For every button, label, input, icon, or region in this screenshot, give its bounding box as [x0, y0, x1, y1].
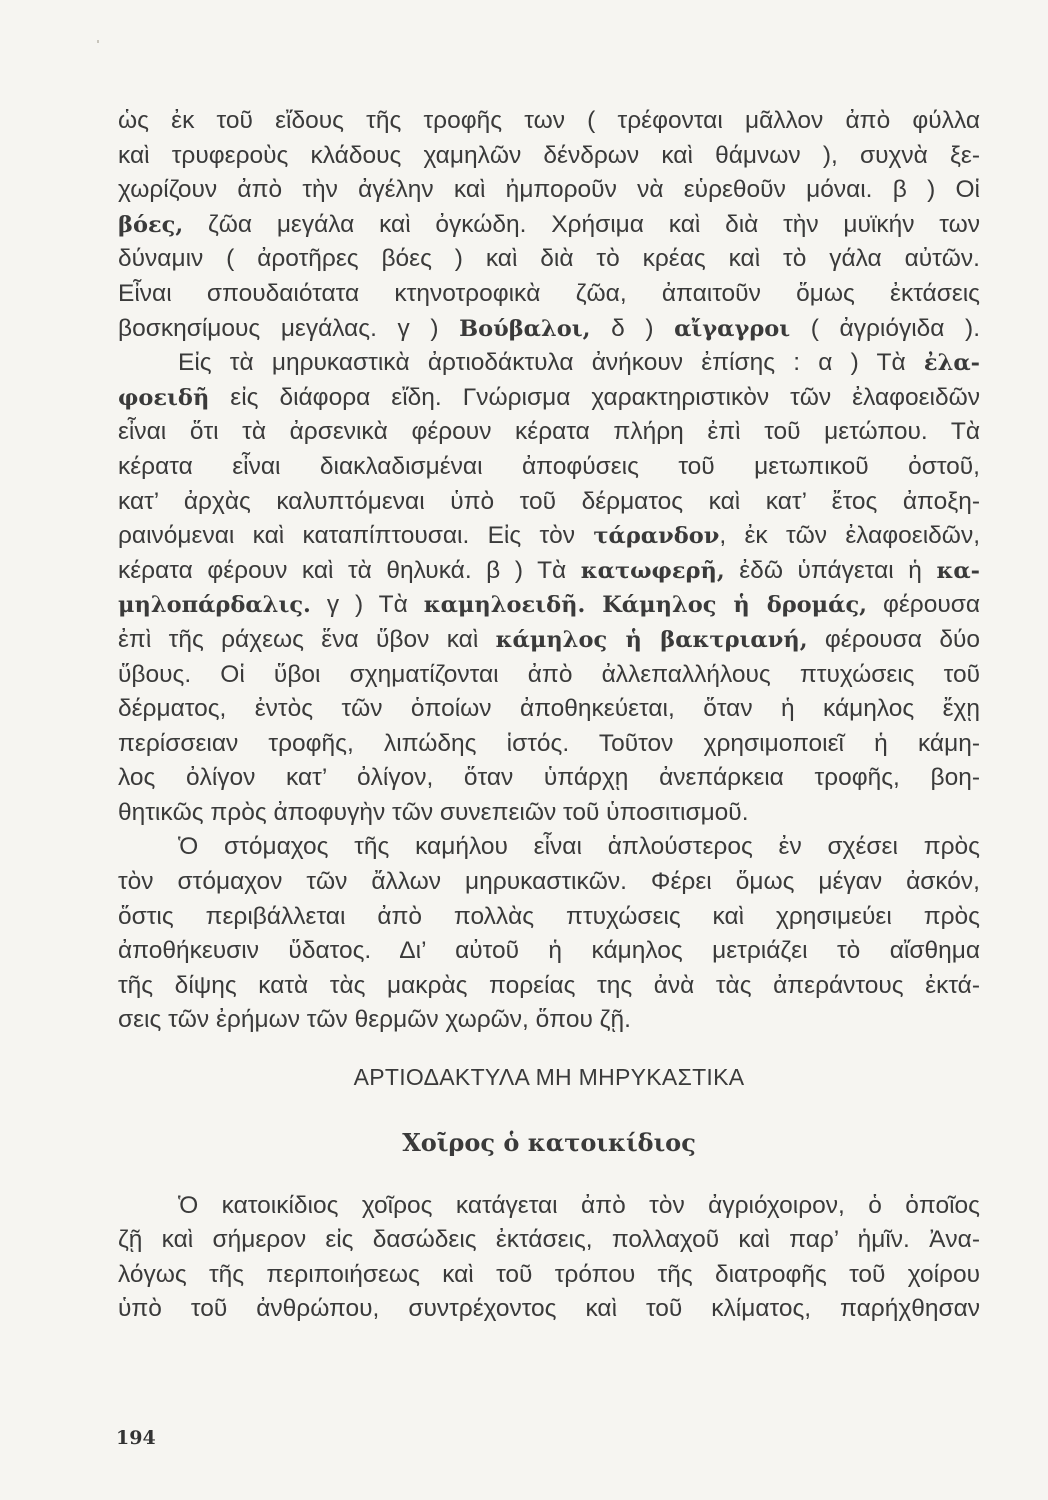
bold-term: κατωφερῆ, [580, 557, 725, 584]
text-line [118, 1223, 980, 1258]
text-line [118, 1189, 980, 1224]
text-line [118, 346, 980, 381]
text-line [118, 796, 980, 831]
text-line [118, 519, 980, 554]
text-run: χωρίζουν ἀπὸ τὴν ἀγέλην καὶ ἠμποροῦν νὰ εὑρεθοῦν μόναι. β ) Οἱ [118, 176, 980, 204]
text-line [118, 934, 980, 969]
bold-term: καμηλοειδῆ. Κάμηλος ἡ δρομάς, [423, 592, 868, 619]
text-run: ὅστις περιβάλλεται ἀπὸ πολλὰς πτυχώσεις καὶ χρησιμεύει πρὸς [118, 902, 980, 930]
spacer [118, 1095, 980, 1123]
text-line [118, 485, 980, 520]
bold-term: ἐλα- [923, 350, 980, 377]
text-line [118, 1292, 980, 1327]
text-run: δύναμιν ( ἀροτῆρες βόες ) καὶ διὰ τὸ κρέας καὶ τὸ γάλα αὐτῶν. [118, 245, 980, 273]
text-line [118, 969, 980, 1004]
page-number: 194 [116, 1427, 156, 1449]
text-run: Ὁ στόμαχος τῆς καμήλου εἶναι ἁπλούστερος ἐν σχέσει πρὸς [178, 833, 980, 861]
text-run: λόγως τῆς περιποιήσεως καὶ τοῦ τρόπου τῆς διατροφῆς τοῦ χοίρου [118, 1260, 980, 1288]
text-run: κατ’ ἀρχὰς καλυπτόμεναι ὑπὸ τοῦ δέρματος καὶ κατ’ ἔτος ἀποξη- [118, 487, 980, 515]
text-run: ζῇ καὶ σήμερον εἰς δασώδεις ἐκτάσεις, πολλαχοῦ καὶ παρ’ ἡμῖν. Ἀνα- [118, 1226, 980, 1254]
text-line [118, 588, 980, 623]
text-line [118, 381, 980, 416]
bold-term: αἴγαγροι [674, 315, 791, 342]
text-run: κέρατα εἶναι διακλαδισμέναι ἀποφύσεις τοῦ μετωπικοῦ ὀστοῦ, [118, 452, 980, 480]
text-line [118, 658, 980, 693]
bold-term: Βούβαλοι, [459, 315, 591, 342]
text-run: σεις τῶν ἐρήμων τῶν θερμῶν χωρῶν, ὅπου ζῇ. [118, 1006, 631, 1034]
text-run: ἐπὶ τῆς ράχεως ἕνα ὕβον καὶ [118, 625, 496, 653]
text-run: καὶ τρυφεροὺς κλάδους χαμηλῶν δένδρων καὶ θάμνων ), συχνὰ ξε- [118, 141, 980, 169]
section-caption: ΑΡΤΙΟΔΑΚΤΥΛΑ ΜΗ ΜΗΡΥΚΑΣΤΙΚΑ [353, 1064, 745, 1091]
text-line [118, 1258, 980, 1293]
text-run: τῆς δίψης κατὰ τὰς μακρὰς πορείας της ἀνὰ τὰς ἀπεράντους ἐκτά- [118, 971, 980, 999]
text-run: ὑπὸ τοῦ ἀνθρώπου, συντρέχοντος καὶ τοῦ κλίματος, παρήχθησαν [118, 1295, 980, 1323]
text-run: περίσσειαν τροφῆς, λιπώδης ἱστός. Τοῦτον χρησιμοποιεῖ ἡ κάμη- [118, 729, 980, 757]
text-run: Ὁ κατοικίδιος χοῖρος κατάγεται ἀπὸ τὸν ἀγριόχοιρον, ὁ ὁποῖος [178, 1191, 980, 1219]
text-run: ἀποθήκευσιν ὕδατος. Δι’ αὐτοῦ ἡ κάμηλος μετριάζει τὸ αἴσθημα [118, 937, 980, 965]
text-line [118, 900, 980, 935]
text-line [118, 173, 980, 208]
text-run: δ ) [590, 314, 675, 342]
text-line [118, 139, 980, 174]
bold-term: φοειδῆ [118, 384, 210, 411]
section-heading: Χοῖρος ὁ κατοικίδιος [402, 1127, 696, 1157]
text-line [118, 830, 980, 865]
bold-term: τάρανδον [593, 523, 720, 550]
spacer [118, 1038, 980, 1060]
text-run: Εἶναι σπουδαιότατα κτηνοτροφικὰ ζῶα, ἀπαιτοῦν ὅμως ἐκτάσεις [118, 279, 980, 307]
text-line [118, 727, 980, 762]
bold-term: βόες, [118, 211, 184, 238]
text-line [118, 312, 980, 347]
text-run: ὕβους. Οἱ ὕβοι σχηματίζονται ἀπὸ ἀλλεπαλλήλους πτυχώσεις τοῦ [118, 660, 980, 688]
bold-term: κα- [936, 557, 980, 584]
text-run: θητικῶς πρὸς ἀποφυγὴν τῶν συνεπειῶν τοῦ ὑποσιτισμοῦ. [118, 798, 749, 826]
text-run: ραινόμεναι καὶ καταπίπτουσαι. Εἰς τὸν [118, 522, 594, 550]
body-text [118, 104, 980, 1327]
text-run: ζῶα μεγάλα καὶ ὀγκώδη. Χρήσιμα καὶ διὰ τὴν μυϊκήν των [183, 210, 980, 238]
paragraph-pig [118, 1189, 980, 1327]
text-run: γ ) Τὰ [310, 591, 424, 619]
text-run: τὸν στόμαχον τῶν ἄλλων μηρυκαστικῶν. Φέρει ὅμως μέγαν ἀσκόν, [118, 868, 980, 896]
text-run: ( ἀγριόγιδα ). [790, 314, 980, 342]
text-run: κέρατα φέρουν καὶ τὰ θηλυκά. β ) Τὰ [118, 556, 581, 584]
text-line [118, 242, 980, 277]
text-run: φέρουσα [867, 591, 980, 619]
text-run: ἐδῶ ὑπάγεται ἡ [724, 556, 937, 584]
text-run: εἶναι ὅτι τὰ ἀρσενικὰ φέρουν κέρατα πλήρη ἐπὶ τοῦ μετώπου. Τὰ [118, 418, 980, 446]
text-line [118, 554, 980, 589]
text-line [118, 623, 980, 658]
text-run: λος ὀλίγον κατ’ ὀλίγον, ὅταν ὑπάρχῃ ἀνεπάρκεια τροφῆς, βοη- [118, 764, 980, 792]
text-line [118, 208, 980, 243]
text-run: εἰς διάφορα εἴδη. Γνώρισμα χαρακτηριστικὸν τῶν ἐλαφοειδῶν [209, 383, 980, 411]
bold-term: κάμηλος ἡ βακτριανή, [495, 626, 808, 653]
text-line [118, 277, 980, 312]
text-line [118, 104, 980, 139]
paper-speck [97, 40, 99, 43]
text-line [118, 865, 980, 900]
text-line [118, 415, 980, 450]
text-run: ὡς ἐκ τοῦ εἴδους τῆς τροφῆς των ( τρέφονται μᾶλλον ἀπὸ φύλλα [118, 107, 980, 134]
text-line [118, 1003, 980, 1038]
text-run: δέρματος, ἐντὸς τῶν ὁποίων ἀποθηκεύεται, ὅταν ἡ κάμηλος ἔχῃ [118, 695, 980, 723]
text-run: , ἐκ τῶν ἐλαφοειδῶν, [719, 522, 980, 550]
text-line [118, 692, 980, 727]
text-line [118, 450, 980, 485]
text-line [118, 761, 980, 796]
text-run: βοσκησίμους μεγάλας. γ ) [118, 314, 460, 342]
text-run: φέρουσα δύο [807, 625, 980, 653]
text-run: Εἰς τὰ μηρυκαστικὰ ἀρτιοδάκτυλα ἀνήκουν ἐπίσης : α ) Τὰ [178, 349, 924, 377]
paragraph-intro [118, 104, 980, 1038]
spacer [118, 1163, 980, 1189]
bold-term: μηλοπάρδαλις. [118, 592, 311, 619]
